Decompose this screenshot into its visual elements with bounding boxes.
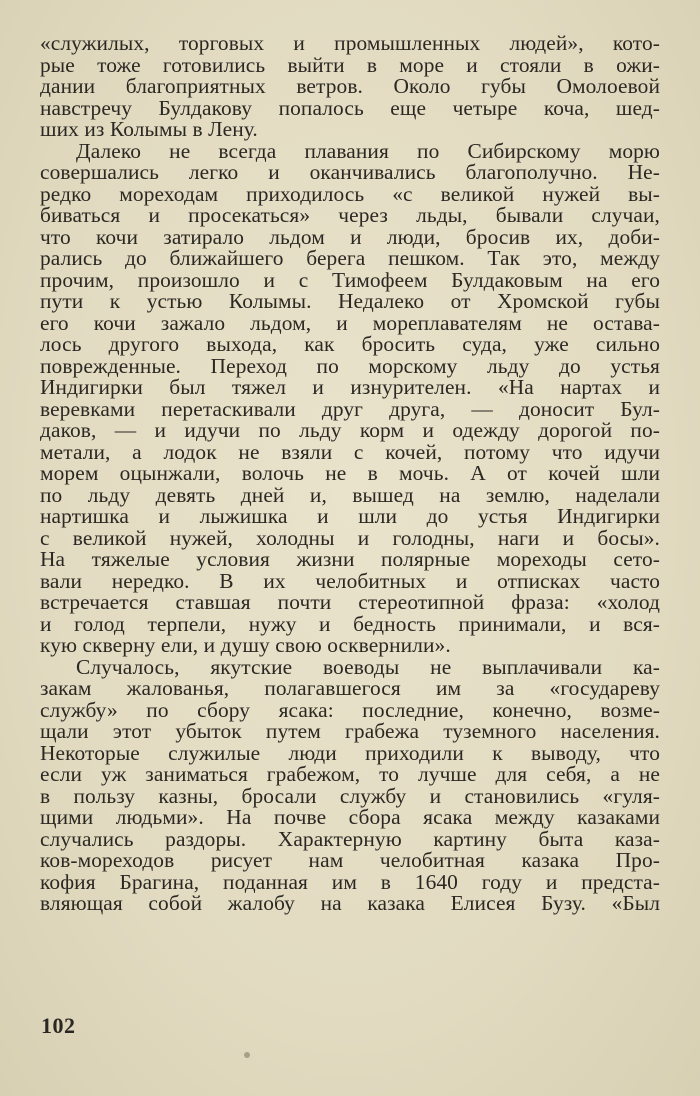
text-line: закам жалованья, полагавшегося им за «государеву xyxy=(40,676,660,700)
text-line: вали нередко. В их челобитных и отписках часто xyxy=(40,568,660,593)
text-line: с великой нужей, холодны и голодны, наги и босы». xyxy=(40,525,660,550)
text-line: Некоторые служилые люди приходили к выводу, что xyxy=(40,740,660,765)
text-line: вляющая собой жалобу на казака Елисея Бузу. «Был xyxy=(40,891,660,915)
text-line: нартишка и лыжишка и шли до устья Индигирки xyxy=(40,504,660,528)
text-line: кофия Брагина, поданная им в 1640 году и предста- xyxy=(40,869,660,894)
text-line: ших из Колымы в Лену. xyxy=(40,117,258,141)
text-line: щали этот убыток путем грабежа туземного населения. xyxy=(40,719,660,743)
text-line: совершались легко и оканчивались благополучно. Не- xyxy=(40,160,660,184)
text-line: рались до ближайшего берега пешком. Так это, между xyxy=(40,246,660,270)
text-line: кую скверну ели, и душу свою осквернили». xyxy=(40,633,451,657)
text-line: даков, — и идучи по льду корм и одежду дорогой по- xyxy=(40,418,660,442)
text-line: ков-мореходов рисует нам челобитная казака Про- xyxy=(40,848,660,872)
body-text xyxy=(40,33,660,915)
paper-speck xyxy=(244,1052,250,1058)
text-line: Индигирки был тяжел и изнурителен. «На нартах и xyxy=(40,375,660,399)
text-line: навстречу Булдакову попалось еще четыре коча, шед- xyxy=(40,95,660,120)
text-line: лось другого выхода, как бросить суда, уже сильно xyxy=(40,332,660,356)
text-line: редко мореходам приходилось «с великой нужей вы- xyxy=(40,181,660,206)
text-line: и голод терпели, нужу и бедность принимали, и вся- xyxy=(40,611,660,636)
text-line: в пользу казны, бросали службу и становились «гуля- xyxy=(40,783,660,808)
text-line: случались раздоры. Характерную картину быта каза- xyxy=(40,826,660,851)
text-line: Далеко не всегда плавания по Сибирскому морю xyxy=(76,138,660,163)
text-line: прочим, произошло и с Тимофеем Булдаковым на его xyxy=(40,267,660,292)
text-line: морем оцынжали, волочь не в мочь. А от кочей шли xyxy=(40,461,660,485)
text-line: поврежденные. Переход по морскому льду до устья xyxy=(40,353,660,378)
text-line: биваться и просекаться» через льды, бывали случаи, xyxy=(40,203,660,227)
text-line: метали, а лодок не взяли с кочей, потому что идучи xyxy=(40,439,660,464)
text-line: На тяжелые условия жизни полярные мореходы сето- xyxy=(40,547,660,571)
text-line: «служилых, торговых и промышленных людей», кото- xyxy=(40,31,660,55)
text-line: его кочи зажало льдом, и мореплавателям не остава- xyxy=(40,310,660,335)
text-line: дании благоприятных ветров. Около губы Омолоевой xyxy=(40,74,660,98)
text-line: Случалось, якутские воеводы не выплачивали ка- xyxy=(76,654,660,679)
text-line: встречается ставшая почти стереотипной фраза: «холод xyxy=(40,590,660,614)
text-line: пути к устью Колымы. Недалеко от Хромской губы xyxy=(40,289,660,313)
page-number: 102 xyxy=(41,1013,76,1038)
text-line: веревками перетаскивали друг друга, — доносит Бул- xyxy=(40,396,660,421)
text-line: рые тоже готовились выйти в море и стояли в ожи- xyxy=(40,52,660,77)
text-line: что кочи затирало льдом и люди, бросив их, доби- xyxy=(40,224,660,249)
text-line: службу» по сбору ясака: последние, конечно, возме- xyxy=(40,697,660,722)
text-line: если уж заниматься грабежом, то лучше для себя, а не xyxy=(40,762,660,786)
text-line: щими людьми». На почве сбора ясака между казаками xyxy=(40,805,660,829)
text-line: по льду девять дней и, вышед на землю, наделали xyxy=(40,482,660,507)
